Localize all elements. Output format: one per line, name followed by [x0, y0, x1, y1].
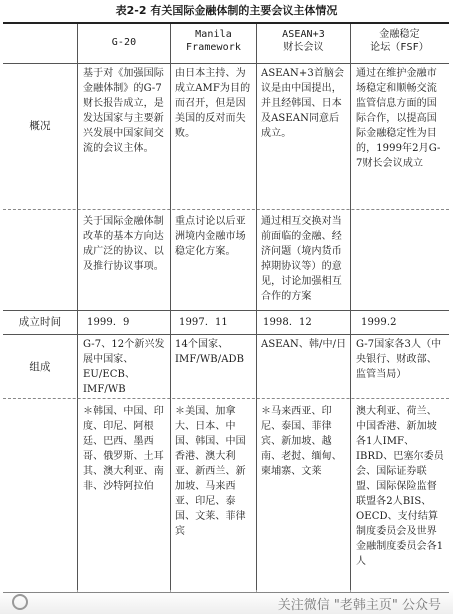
wechat-logo-icon	[12, 594, 28, 610]
composition-fsf: G-7国家各3人（中央银行、财政部、监管当局）	[356, 339, 442, 380]
row-label-founded: 成立时间	[18, 316, 62, 328]
founded-fsf: 1999.2	[361, 317, 397, 328]
watermark-bar	[0, 590, 453, 614]
row-label-composition: 组成	[29, 361, 51, 373]
composition-asean: ASEAN、韩/中/日	[261, 339, 347, 350]
founded-g20: 1999．9	[87, 317, 130, 328]
row-divider	[3, 334, 449, 335]
members-g20: ＊韩国、中国、印度、印尼、阿根廷、巴西、墨西哥、俄罗斯、土耳其、澳大利亚、南非、沙特阿拉伯	[83, 406, 164, 492]
column-divider	[170, 24, 171, 592]
focus-asean: 通过相互交换对当前面临的金融、经济问题（境内货币掉期协议等）的意见，讨论加强相互合作的方案	[261, 216, 342, 302]
watermark-text: 关注微信 "老韩主页" 公众号	[277, 598, 441, 613]
row-divider	[3, 209, 449, 210]
column-header-manila-framework: Manila Framework	[185, 29, 242, 53]
column-header-g20: G-20	[111, 37, 137, 48]
members-fsf: 澳大利亚、荷兰、中国香港、新加坡各1人IMF、IBRD、巴塞尔委员会、国际证券联盟、国际保险监督联盟各2人BIS、OECD、支付结算制度委员会及世界金融制度委员会各1人	[356, 406, 444, 567]
overview-manila: 由日本主持、为成立AMF为目的而召开，但是因美国的反对而失败。	[175, 68, 251, 139]
focus-g20: 关于国际金融体制改革的基本方向达成广泛的协议、以及推行协议事项。	[83, 216, 164, 272]
focus-manila: 重点讨论以后亚洲境内金融市场稳定化方案。	[175, 216, 246, 257]
overview-fsf: 通过在维护金融市场稳定和顺畅交流监管信息方面的国际合作，以提高国际金融稳定性为目的，1999年2月G-7财长会议成立	[356, 68, 441, 169]
row-label-overview: 概况	[29, 120, 51, 132]
row-divider	[3, 63, 449, 64]
table-title: 表2-2 有关国际金融体制的主要会议主体情况	[115, 4, 338, 17]
column-divider	[77, 24, 78, 592]
overview-g20: 基于对《加强国际金融体制》的G-7财长报告成立，是发达国家与主要新兴发展中国家间交流的会议主体。	[83, 68, 164, 154]
column-header-fsf: 金融稳定 论坛（FSF）	[370, 29, 429, 53]
column-divider	[256, 24, 257, 592]
composition-g20: G-7、12个新兴发展中国家、EU/ECB、IMF/WB	[83, 339, 165, 395]
column-divider	[350, 24, 351, 592]
column-header-asean-plus-3: ASEAN+3 财长会议	[282, 29, 325, 53]
row-divider	[3, 398, 449, 399]
founded-manila: 1997．11	[179, 317, 228, 328]
founded-asean: 1998．12	[263, 317, 312, 328]
meeting-comparison-table	[3, 22, 449, 593]
composition-manila: 14个国家、IMF/WB/ADB	[175, 339, 245, 365]
members-asean: ＊马来西亚、印尼、泰国、菲律宾、新加坡、越南、老挝、缅甸、柬埔寨、文莱	[261, 406, 342, 477]
row-divider	[3, 310, 449, 311]
members-manila: ＊美国、加拿大、日本、中国、韩国、中国香港、澳大利亚、新西兰、新加坡、马来西亚、印尼、泰国、文莱、菲律宾	[175, 406, 246, 537]
overview-asean: ASEAN+3首脑会议是由中国提出，并且经韩国、日本及ASEAN同意后成立。	[261, 68, 345, 139]
